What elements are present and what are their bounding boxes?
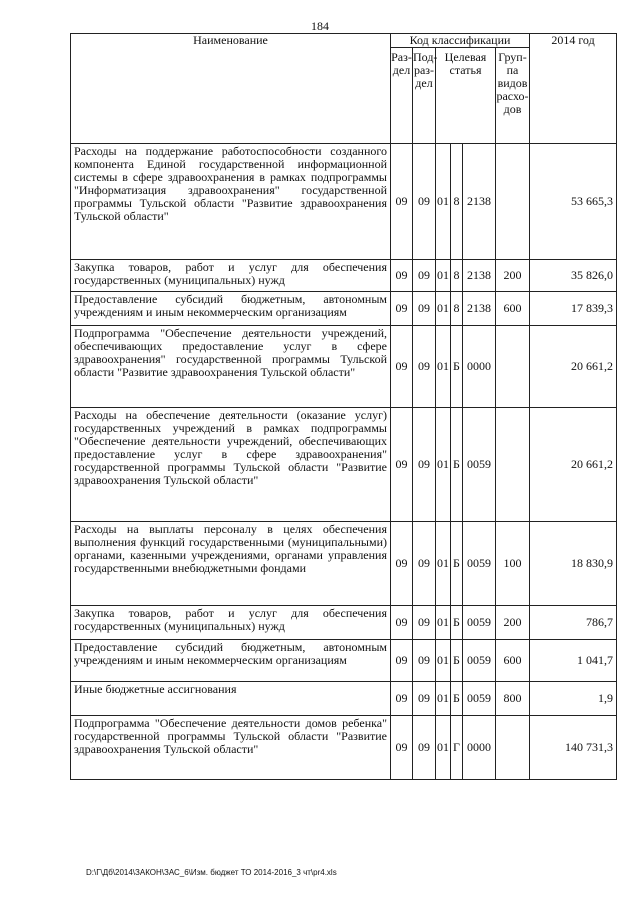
cell-cs1: 01 <box>436 326 451 408</box>
cell-razdel: 09 <box>391 640 413 682</box>
cell-name: Иные бюджетные ассигнования <box>71 682 391 716</box>
cell-group <box>496 716 530 780</box>
cell-cs2: Б <box>451 606 463 640</box>
cell-group <box>496 326 530 408</box>
cell-podrazdel: 09 <box>413 292 436 326</box>
cell-podrazdel: 09 <box>413 408 436 522</box>
cell-group: 600 <box>496 640 530 682</box>
cell-podrazdel: 09 <box>413 606 436 640</box>
table-header <box>71 34 617 144</box>
cell-cs2: Б <box>451 522 463 606</box>
file-path-footer: D:\Г\Дб\2014\ЗАКОН\ЗАС_6\Изм. бюджет ТО 2014-2016_3 чт\pr4.xls <box>86 868 337 877</box>
cell-cs3: 0000 <box>463 326 496 408</box>
cell-name: Предоставление субсидий бюджетным, автономным учреждениям и иным некоммерческим организациям <box>71 292 391 326</box>
cell-cs2: Б <box>451 682 463 716</box>
cell-name: Расходы на поддержание работоспособности созданного компонента Единой государственной информационной системы в сфере здравоохранения в рамках подпрограммы "Информатизация здравоохранения" государственной программы Тульской области "Развитие здравоохранения Тульской области" <box>71 144 391 260</box>
table-row <box>71 292 617 326</box>
cell-cs2: Г <box>451 716 463 780</box>
cell-group: 100 <box>496 522 530 606</box>
cell-group: 200 <box>496 260 530 292</box>
cell-podrazdel: 09 <box>413 522 436 606</box>
table-row <box>71 408 617 522</box>
cell-name: Закупка товаров, работ и услуг для обеспечения государственных (муниципальных) нужд <box>71 606 391 640</box>
cell-name: Подпрограмма "Обеспечение деятельности домов ребенка" государственной программы Тульской области "Развитие здравоохранения Тульской области" <box>71 716 391 780</box>
cell-name: Расходы на обеспечение деятельности (оказание услуг) государственных учреждений в рамках подпрограммы "Обеспечение деятельности учреждений, обеспечивающих предоставление услуг в сфере здравоохранения" государственной программы Тульской области "Развитие здравоохранения Тульской области" <box>71 408 391 522</box>
cell-razdel: 09 <box>391 144 413 260</box>
cell-podrazdel: 09 <box>413 682 436 716</box>
page-number: 184 <box>311 19 329 33</box>
cell-razdel: 09 <box>391 682 413 716</box>
table-row <box>71 606 617 640</box>
cell-cs1: 01 <box>436 522 451 606</box>
budget-table <box>70 33 617 780</box>
cell-name: Закупка товаров, работ и услуг для обеспечения государственных (муниципальных) нужд <box>71 260 391 292</box>
cell-cs2: 8 <box>451 260 463 292</box>
table-body <box>71 144 617 780</box>
cell-cs3: 2138 <box>463 260 496 292</box>
header-name: Наименование <box>71 34 391 144</box>
table-row <box>71 682 617 716</box>
cell-cs1: 01 <box>436 408 451 522</box>
cell-name: Подпрограмма "Обеспечение деятельности учреждений, обеспечивающих предоставление услуг в сфере здравоохранения" государственной программы Тульской области "Развитие здравоохранения Тульской области" <box>71 326 391 408</box>
table-row <box>71 144 617 260</box>
cell-amount: 35 826,0 <box>530 260 617 292</box>
cell-amount: 17 839,3 <box>530 292 617 326</box>
cell-group: 800 <box>496 682 530 716</box>
cell-cs2: Б <box>451 408 463 522</box>
cell-amount: 53 665,3 <box>530 144 617 260</box>
cell-razdel: 09 <box>391 606 413 640</box>
header-classification: Код классификации <box>391 34 530 48</box>
cell-razdel: 09 <box>391 260 413 292</box>
cell-cs3: 0059 <box>463 640 496 682</box>
cell-name: Предоставление субсидий бюджетным, автономным учреждениям и иным некоммерческим организациям <box>71 640 391 682</box>
cell-cs3: 0000 <box>463 716 496 780</box>
cell-cs2: Б <box>451 326 463 408</box>
cell-cs2: 8 <box>451 292 463 326</box>
cell-razdel: 09 <box>391 326 413 408</box>
cell-cs2: 8 <box>451 144 463 260</box>
cell-razdel: 09 <box>391 522 413 606</box>
table-row <box>71 716 617 780</box>
cell-group: 600 <box>496 292 530 326</box>
cell-cs3: 0059 <box>463 408 496 522</box>
cell-razdel: 09 <box>391 408 413 522</box>
cell-amount: 786,7 <box>530 606 617 640</box>
header-subsection: Под-раз-дел <box>413 48 436 144</box>
cell-amount: 140 731,3 <box>530 716 617 780</box>
cell-podrazdel: 09 <box>413 716 436 780</box>
table-row <box>71 640 617 682</box>
cell-podrazdel: 09 <box>413 326 436 408</box>
header-expense-group: Груп-па видов расхо-дов <box>496 48 530 144</box>
cell-cs1: 01 <box>436 682 451 716</box>
cell-cs1: 01 <box>436 640 451 682</box>
cell-razdel: 09 <box>391 716 413 780</box>
cell-group <box>496 144 530 260</box>
header-target-article: Целевая статья <box>436 48 496 144</box>
cell-podrazdel: 09 <box>413 640 436 682</box>
cell-cs1: 01 <box>436 716 451 780</box>
cell-group: 200 <box>496 606 530 640</box>
cell-cs1: 01 <box>436 606 451 640</box>
cell-cs3: 0059 <box>463 606 496 640</box>
cell-amount: 20 661,2 <box>530 408 617 522</box>
cell-cs1: 01 <box>436 260 451 292</box>
cell-cs3: 2138 <box>463 292 496 326</box>
cell-podrazdel: 09 <box>413 144 436 260</box>
cell-amount: 18 830,9 <box>530 522 617 606</box>
table-row <box>71 260 617 292</box>
cell-group <box>496 408 530 522</box>
cell-amount: 1 041,7 <box>530 640 617 682</box>
cell-name: Расходы на выплаты персоналу в целях обеспечения выполнения функций государственными (муниципальными) органами, казенными учреждениями, органами управления государственными внебюджетными фондами <box>71 522 391 606</box>
header-year: 2014 год <box>530 34 617 144</box>
cell-amount: 20 661,2 <box>530 326 617 408</box>
cell-razdel: 09 <box>391 292 413 326</box>
cell-cs2: Б <box>451 640 463 682</box>
table-row <box>71 522 617 606</box>
table-row <box>71 326 617 408</box>
cell-cs3: 2138 <box>463 144 496 260</box>
cell-cs3: 0059 <box>463 522 496 606</box>
cell-amount: 1,9 <box>530 682 617 716</box>
header-section: Раз-дел <box>391 48 413 144</box>
cell-cs1: 01 <box>436 292 451 326</box>
cell-cs1: 01 <box>436 144 451 260</box>
cell-podrazdel: 09 <box>413 260 436 292</box>
cell-cs3: 0059 <box>463 682 496 716</box>
